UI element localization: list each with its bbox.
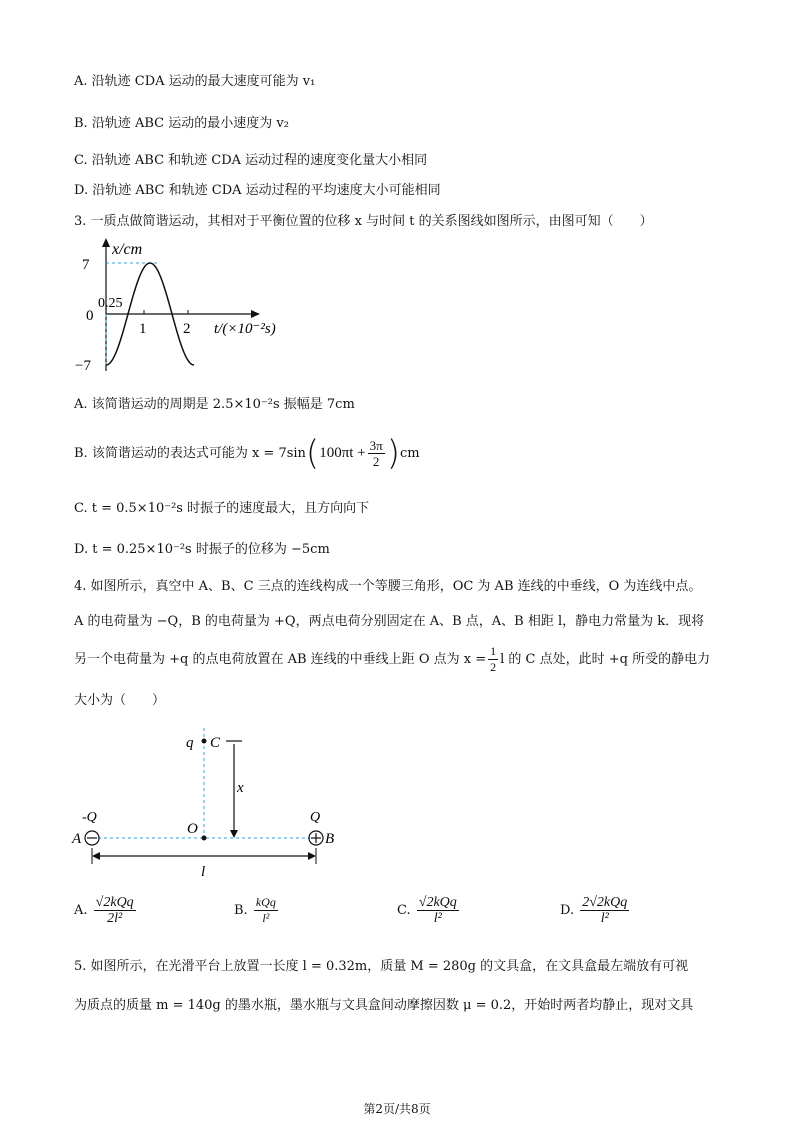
tick-2: 2 xyxy=(183,321,191,337)
q4-frac-num: 1 xyxy=(490,644,497,658)
tick-7: 7 xyxy=(82,257,90,273)
q4-choice-b xyxy=(234,895,280,926)
label-c: C xyxy=(210,735,221,751)
label-big-q: Q xyxy=(310,810,321,825)
q3-graph xyxy=(72,236,312,376)
q3-option-b: B. 该简谐运动的表达式可能为 x = 7sin(100πt + $\frac{3\pi}{2}$ )cm xyxy=(74,433,420,474)
q4-diagram xyxy=(70,720,350,880)
tick-neg7: −7 xyxy=(75,358,91,374)
choice-a-label: A. xyxy=(74,903,88,918)
label-o: O xyxy=(187,821,198,837)
label-q: q xyxy=(186,735,194,751)
q4-line1: 4. 如图所示，真空中 A、B、C 三点的连线构成一个等腰三角形，OC 为 AB 连线的中垂线，O 为连线中点。 xyxy=(74,579,702,594)
x-axis-label: t/(×10⁻²s) xyxy=(214,321,276,337)
q4-line2: A 的电荷量为 −Q，B 的电荷量为 +Q，两点电荷分别固定在 A、B 点，A、B 相距 l，静电力常量为 k．现将 xyxy=(74,614,705,629)
label-neg-q: -Q xyxy=(82,810,97,825)
label-x: x xyxy=(237,780,244,796)
choice-c-num: √2kQq xyxy=(418,895,457,910)
choice-c-label: C. xyxy=(397,903,411,918)
q3-option-a: A. 该简谐运动的周期是 2.5×10⁻²s 振幅是 7cm xyxy=(74,397,355,412)
q4-line3-a: 另一个电荷量为 +q 的点电荷放置在 AB 连线的中垂线上距 O 点为 x = xyxy=(74,652,487,667)
q4-choice-a xyxy=(74,895,138,926)
label-a: A xyxy=(72,831,82,847)
label-b: B xyxy=(325,831,335,847)
q3-stem: 3. 一质点做简谐运动，其相对于平衡位置的位移 x 与时间 t 的关系图线如图所示，由图可知（ ） xyxy=(74,214,653,229)
q4-frac-den: 2 xyxy=(490,660,497,674)
q3-b-frac-den: 2 xyxy=(372,454,380,469)
q4-line3-b: l 的 C 点处，此时 +q 所受的静电力 xyxy=(500,652,711,667)
y-axis-label: x/cm xyxy=(112,241,143,258)
choice-a-den: 2l² xyxy=(107,911,123,926)
tick-0: 0 xyxy=(86,308,94,324)
q3-b-prefix: B. 该简谐运动的表达式可能为 x = 7sin xyxy=(74,446,306,461)
q2-option-c: C. 沿轨迹 ABC 和轨迹 CDA 运动过程的速度变化量大小相同 xyxy=(74,153,428,168)
q2-option-a: A. 沿轨迹 CDA 运动的最大速度可能为 v₁ xyxy=(74,74,316,89)
choice-c-den: l² xyxy=(433,911,442,926)
q3-option-d: D. t = 0.25×10⁻²s 时振子的位移为 −5cm xyxy=(74,542,330,557)
q5-line1: 5. 如图所示，在光滑平台上放置一长度 l = 0.32m，质量 M = 280g 的文具盒，在文具盒最左端放有可视 xyxy=(74,959,689,974)
q3-b-unit: cm xyxy=(399,446,420,461)
q2-option-b: B. 沿轨迹 ABC 运动的最小速度为 v₂ xyxy=(74,116,289,131)
q2-option-d: D. 沿轨迹 ABC 和轨迹 CDA 运动过程的平均速度大小可能相同 xyxy=(74,183,441,198)
q3-b-frac-num: 3π xyxy=(369,438,383,453)
choice-b-num: kQq xyxy=(255,895,276,909)
choice-d-num: 2√2kQq xyxy=(582,895,628,910)
q4-line3 xyxy=(74,644,710,676)
q4-line4: 大小为（ ） xyxy=(74,693,166,708)
tick-1: 1 xyxy=(139,321,147,337)
choice-b-label: B. xyxy=(234,903,248,918)
choice-d-label: D. xyxy=(560,903,575,918)
choice-b-den: l² xyxy=(262,911,270,925)
choice-d-den: l² xyxy=(600,911,609,926)
point-o xyxy=(202,836,207,841)
q4-choice-d xyxy=(560,895,631,926)
q5-line2: 为质点的质量 m = 140g 的墨水瓶，墨水瓶与文具盒间动摩擦因数 μ = 0.2，开始时两者均静止，现对文具 xyxy=(74,998,694,1013)
label-l: l xyxy=(201,864,206,880)
q3-b-inner: 100πt + xyxy=(319,445,366,461)
point-c xyxy=(202,739,207,744)
page-footer: 第2页/共8页 xyxy=(363,1102,431,1116)
q4-choice-c xyxy=(397,895,461,926)
choice-a-num: √2kQq xyxy=(95,895,134,910)
tick-0.25: 0.25 xyxy=(98,296,123,311)
q3-option-c: C. t = 0.5×10⁻²s 时振子的速度最大，且方向向下 xyxy=(74,501,370,516)
